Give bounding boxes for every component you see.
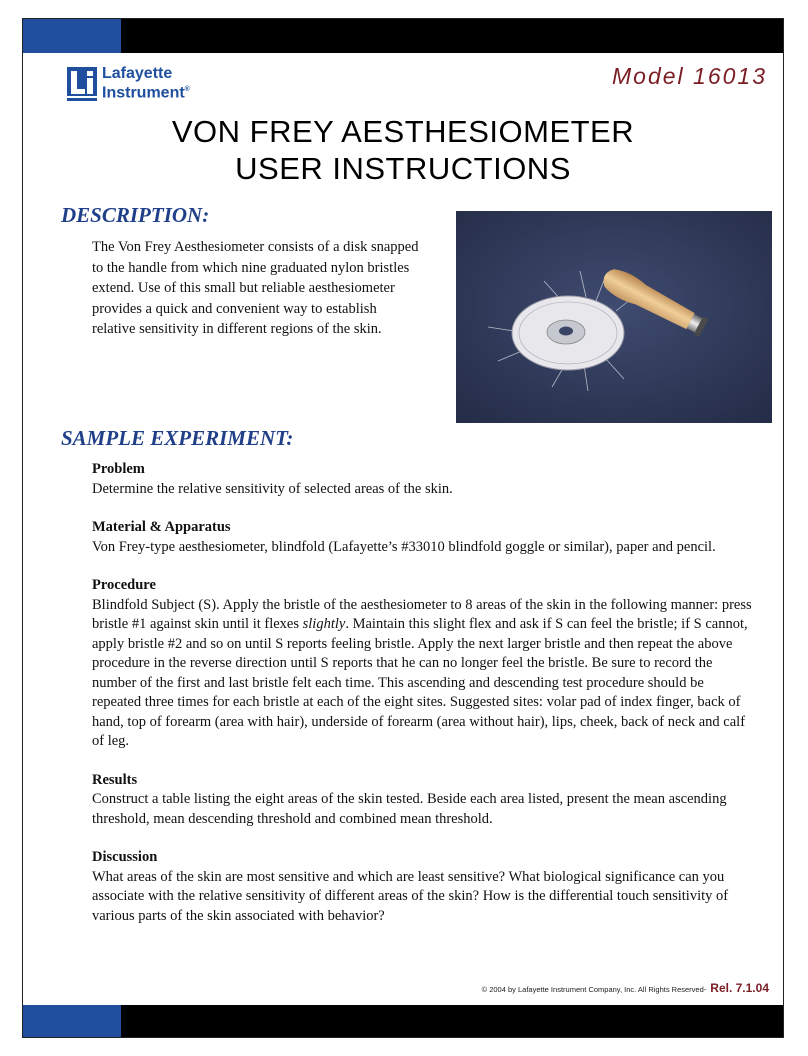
experiment-body bbox=[92, 460, 752, 945]
procedure-heading: Procedure bbox=[92, 577, 156, 593]
lafayette-li-logo-icon bbox=[67, 67, 97, 101]
bottom-border-accent bbox=[23, 1005, 121, 1037]
results-text: Construct a table listing the eight areas of the skin tested. Beside each area listed, present the mean ascending threshold, mean descending threshold and combined mean threshold. bbox=[92, 791, 727, 827]
materials-heading: Material & Apparatus bbox=[92, 519, 231, 535]
aesthesiometer-photo bbox=[456, 211, 772, 423]
title-line-2: USER INSTRUCTIONS bbox=[235, 151, 571, 186]
logo-name-line1: Lafayette bbox=[102, 65, 173, 83]
page-footer bbox=[482, 979, 769, 997]
registered-mark: ® bbox=[184, 86, 190, 94]
problem-heading: Problem bbox=[92, 461, 145, 477]
document-page bbox=[22, 18, 784, 1038]
model-number: Model 16013 bbox=[612, 63, 767, 89]
description-heading: DESCRIPTION: bbox=[61, 203, 210, 227]
results-heading: Results bbox=[92, 771, 138, 788]
procedure-text bbox=[92, 596, 752, 752]
discussion-text: What areas of the skin are most sensitive and which are least sensitive? What biological significance can you associate with the relative sensitivity of different areas of the skin? How is the differential touch sensitivity of various parts of the skin associated with behavior? bbox=[92, 868, 729, 924]
document-title bbox=[23, 113, 783, 187]
problem-text: Determine the relative sensitivity of selected areas of the skin. bbox=[92, 480, 453, 497]
copyright-notice: © 2004 by Lafayette Instrument Company, Inc. All Rights Reserved- bbox=[481, 985, 707, 994]
discussion-heading: Discussion bbox=[92, 849, 158, 865]
description-text: The Von Frey Aesthesiometer consists of a disk snapped to the handle from which nine graduated nylon bristles extend. Use of this small but reliable aesthesiometer provides a quick and convenient way to establish relative sensitivity in different regions of the skin. bbox=[92, 239, 419, 337]
procedure-emphasis: slightly bbox=[302, 616, 346, 632]
procedure-text-part-1: Blindfold Subject (S). Apply the bristle of the aesthesiometer to 8 areas of the skin in the following manner: press bristle #1 against skin until it flexes bbox=[92, 596, 752, 632]
logo-name-line2: Instrument bbox=[102, 84, 185, 102]
release-version: Rel. 7.1.04 bbox=[710, 981, 769, 995]
aesthesiometer-photo-icon bbox=[456, 211, 772, 423]
procedure-text-part-2: . Maintain this slight flex and ask if S can feel the bristle; if S cannot, apply bristle #2 and so on until S reports feeling bristle. Apply the next larger bristle and then repeat the above procedure in the reverse direction until S reports that he can no longer feel the bristle. Be sure to record the number of the first and last bristle felt each time. This ascending and descending test procedure should be repeated three times for each bristle at each of the eight sites. Suggested sites: volar pad of index finger, back of hand, top of forearm (area with hair), underside of forearm (area without hair), lips, cheek, back of neck and calf of leg. bbox=[92, 616, 748, 749]
top-border-bar bbox=[23, 19, 783, 53]
top-border-accent bbox=[23, 19, 121, 53]
bottom-border-bar bbox=[23, 1005, 783, 1037]
title-line-1: VON FREY AESTHESIOMETER bbox=[171, 114, 635, 149]
materials-text: Von Frey-type aesthesiometer, blindfold (Lafayette’s #33010 blindfold goggle or similar), paper and pencil. bbox=[92, 538, 716, 555]
sample-experiment-heading: SAMPLE EXPERIMENT: bbox=[61, 426, 294, 450]
lafayette-logo bbox=[67, 67, 190, 101]
